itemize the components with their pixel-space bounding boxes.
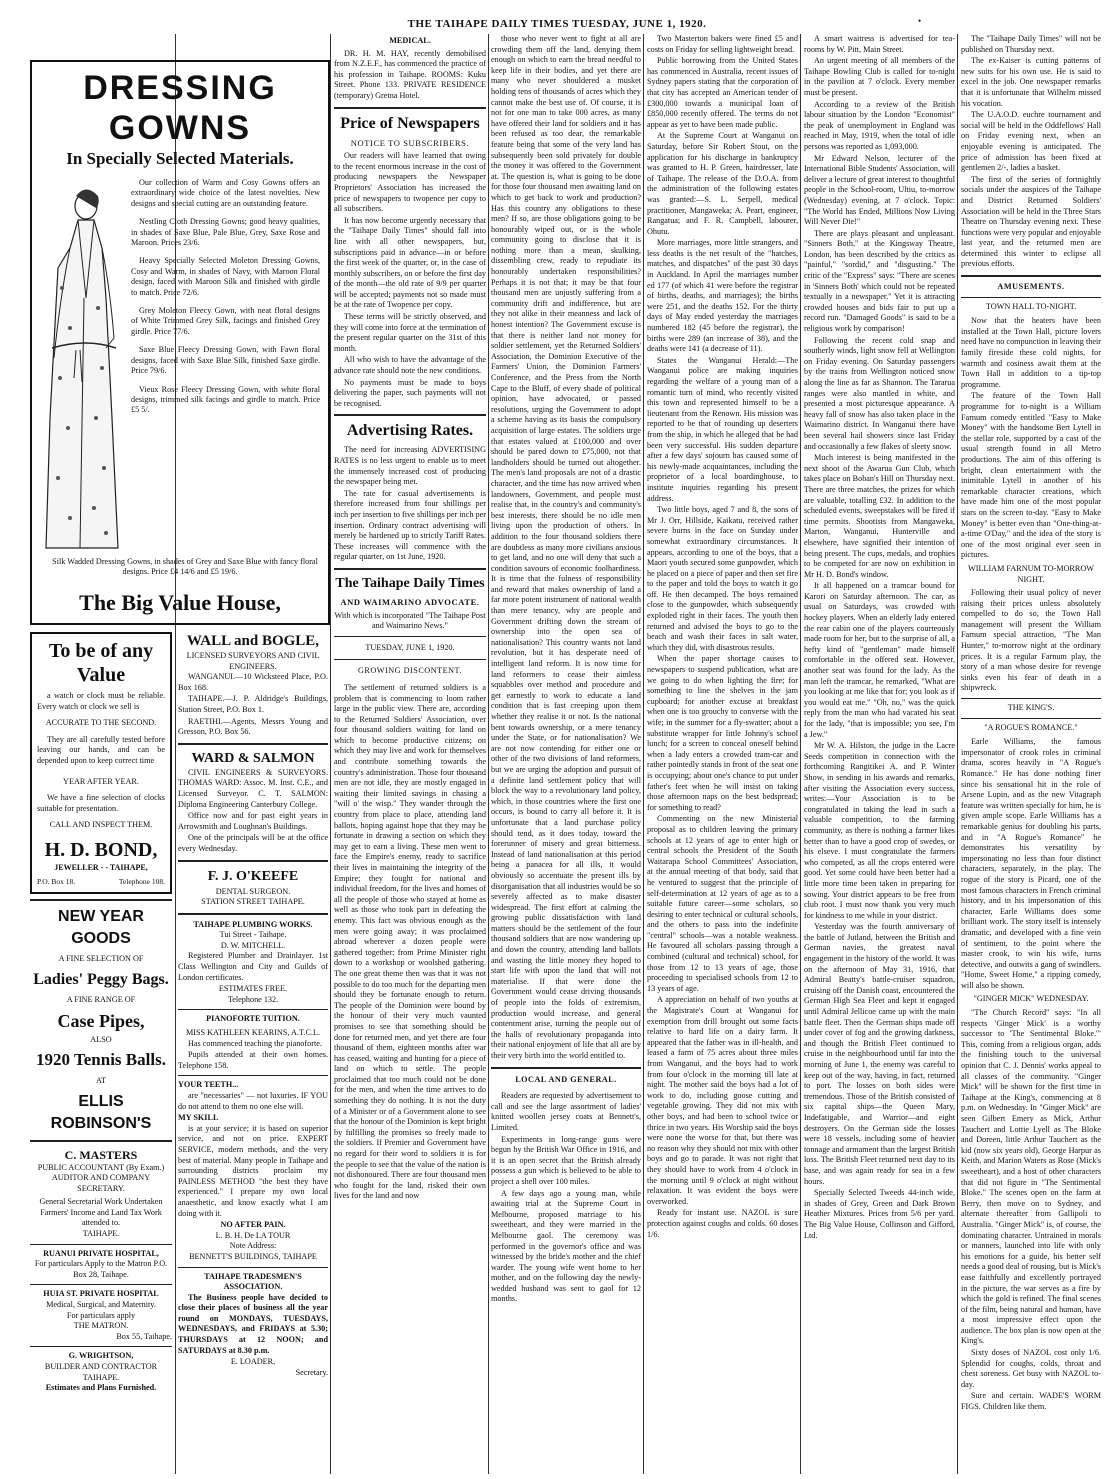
news-para: The "Taihape Daily Times" will not be published on Thursday next. bbox=[961, 34, 1101, 54]
paper-date: TUESDAY, JUNE 1, 1920. bbox=[365, 642, 455, 652]
news-para: Commenting on the new Ministerial proposal as to children leaving the primary schools at 12 years of age to enter high or central schools the President of the South Waitarapa School Committees' Association, at the annual meeting of that body, said that he ventured to suggest that the principle of self-determination at 12 years of age as to a suitable future career—some scholars, so desiring to enter technical or cultural schools, and the others to pass into the indefinite "central" schools—was a notable weakness. He favoured all scholars passing through a combined (cultural and technical) school, for those from 12 to 13 years of age, those proceeding to specialised schools from 12 to 13 years of age. bbox=[647, 814, 798, 993]
bond-name: H. D. BOND, bbox=[44, 838, 158, 861]
news-para: Ready for instant use. NAZOL is sure protection against coughs and colds. 60 doses 1/6. bbox=[647, 1208, 798, 1239]
amusement-para: Following their usual policy of never raising their prices unless absolutely compelled to do so, the Town Hall management will present the William Farnum special attraction, "The Man Hunter," to-morrow night at the ordinary prices. It is a regular Farnum play, the story of a man whose desire for revenge sinks even his fear of death in a shipwreck. bbox=[961, 588, 1101, 693]
masters-line: AUDITOR AND COMPANY SECRETARY. bbox=[51, 1173, 151, 1193]
piano-line: Pupils attended at their own homes. Telephone 158. bbox=[178, 1050, 328, 1070]
plumbing-line: D. W. MITCHELL. bbox=[220, 940, 286, 950]
goods-line: AT bbox=[95, 1075, 106, 1085]
medical-text: DR. H. M. HAY, recently demobilised from N.Z.E.F., has commenced the practice of his profession in Taihape. ROOMS: Kuku Street. Phone 133. PRIVATE RESIDENCE (temporary) Gretna Hotel. bbox=[334, 48, 486, 100]
okeefe-line: STATION STREET TAIHAPE. bbox=[201, 897, 305, 907]
bond-text: a watch or clock must be reliable. Every watch or clock we sell is bbox=[37, 691, 165, 711]
wall-line: RAETIHI.—Agents, Messrs Young and Gresson, P.O. Box 56. bbox=[178, 716, 328, 737]
news-para: When the paper shortage causes to newspapers to suspend publication, what are we going to do when lighting the fire; for something to line the shelves in the jam cupboard; for another excuse at breakfast when one is too grouchy to converse with the wife; in the summer for a fly-swatter; about a substitute wrapper for little Johnny's school lunch; for a screen to conceal oneself behind when a lady enters a crowded tram-car and rather pointedly stands in front of the seat one is occupying; about one's chance to put under father's feet when he will insist on taking those afternoon naps on the best bedspread; for something to read? bbox=[647, 654, 798, 812]
masters-ad bbox=[30, 1147, 172, 1240]
divider bbox=[178, 1009, 328, 1010]
column-3 bbox=[334, 34, 486, 1474]
kings-title: THE KING'S. bbox=[1007, 703, 1055, 713]
news-para: Public borrowing from the United States has commenced in Australia, recent issues of Sydney papers stating that the corporation of that city has accepted an American tender of £300,000 towards a municipal loan of £850,000 recently offered. The terms do not appear as yet to have been made public. bbox=[647, 56, 798, 129]
amusement-para: The feature of the Town Hall programme for to-night is a William Farnum comedy entitled "Easy to Make Money" with the handsome Bert Lytell in the stellar role, supported by a cast of the usual strength found in all Metro productions. The aim of this offering is bright, clean entertainment with the inimitable Lytell in another of his remarkable character creations, which have made him one of the most popular stars on the screen to-day. "Easy to Make Money" is better even than "One-thing-at-a-time O'Day," and the idea of the story is one of the most original ever seen in pictures. bbox=[961, 391, 1101, 560]
paper-sub: AND WAIMARINO ADVOCATE. bbox=[340, 596, 480, 607]
divider bbox=[178, 1075, 328, 1076]
bond-box: P.O. Box 18. bbox=[37, 876, 76, 886]
amusement-para: Sixty doses of NAZOL cost only 1/6. Splendid for coughs, colds, throat and chest soreness. Get busy with NAZOL to-day. bbox=[961, 1348, 1101, 1389]
ruanui-title: RUANUI PRIVATE HOSPITAL, bbox=[43, 1248, 159, 1258]
okeefe-line: DENTAL SURGEON. bbox=[215, 886, 291, 896]
divider bbox=[30, 1244, 172, 1245]
teeth-line: YOUR TEETH... bbox=[178, 1080, 239, 1090]
okeefe-ad bbox=[178, 867, 328, 908]
bond-text: We have a fine selection of clocks suitable for presentation. bbox=[37, 793, 165, 813]
divider bbox=[30, 1346, 172, 1347]
bond-text: CALL AND INSPECT THEM. bbox=[49, 820, 153, 830]
masters-name: C. MASTERS bbox=[64, 1147, 138, 1162]
gown-silk: Silk Wadded Dressing Gowns, in shades of Grey and Saxe Blue with fancy floral designs. Price £4 14/6 and £5 19/6. bbox=[52, 557, 318, 577]
wrightson-ad bbox=[30, 1351, 172, 1393]
teeth-line: Note Address: bbox=[229, 1241, 277, 1251]
gown-illustration bbox=[40, 178, 125, 553]
news-para: Much interest is being manifested in the next shoot of the Awarua Gun Club, which takes place on Boban's Hill on Thursday next. There are three matches, the prizes for which are valuable, totalling £32. In addition to the scheduled events, sweepstakes will be fired if time permits. Shootists from Mangaweka, Marton, Wanganui, Hunterville and elsewhere, have signified their intention of being present. The cups, medals, and trophies to be competed for are now on exhibition in Mr H. D. Bond's window. bbox=[804, 453, 955, 579]
plumbing-ad bbox=[178, 920, 328, 1006]
teeth-line: are "necessaries" — not luxuries. IF YOU do not attend to them no one else will. bbox=[178, 1091, 328, 1111]
adrates-text: The need for increasing ADVERTISING RATES is no less urgent to enable us to meet the immensely increased cost of producing the newspaper being met. bbox=[334, 445, 486, 487]
divider bbox=[491, 1067, 641, 1069]
piano-line: MISS KATHLEEN KEARINS, A.T.C.L. bbox=[185, 1028, 321, 1038]
huia-line: THE MATRON. bbox=[73, 1321, 129, 1331]
paper-sub2: With which is incorporated "The Taihape Post and Waimarino News." bbox=[334, 610, 486, 631]
dressing-gowns-ad bbox=[30, 60, 330, 625]
news-para: According to a review of the British labour situation by the London "Economist" the peak of unemployment in England was reached in May, 1919, when the total of idle persons was reported as 1,093,000. bbox=[804, 99, 955, 151]
tradesmen-line: The Business people have decided to close their places of business all the year round on MONDAYS, TUESDAYS, WEDNESDAYS, and FRIDAYS at 5.30; THURSDAYS at 12 NOON; and SATURDAYS at 8.30 p.m. bbox=[178, 1292, 328, 1355]
adrates-title: Advertising Rates. bbox=[346, 422, 474, 440]
divider bbox=[178, 1267, 328, 1268]
plumbing-line: ESTIMATES FREE. bbox=[218, 984, 288, 994]
price-text: No payments must be made to boys delivering the paper, such payments will not be recognised. bbox=[334, 377, 486, 408]
teeth-line: MY SKILL bbox=[178, 1113, 219, 1123]
news-para: Two Masterton bakers were fined £5 and costs on Friday for selling lightweight bread. bbox=[647, 34, 798, 54]
amusement-para: Sure and certain. WADE'S WORM FIGS. Children like them. bbox=[961, 1391, 1101, 1412]
store-tagline: The Big Value House, bbox=[79, 589, 281, 615]
news-para: The first of the series of fortnightly socials under the auspices of the Taihape and District Returned Soldiers' Association will be held in the Three Stars Theatre on Thursday evening next. These functions were very popular and enjoyable last year, and the returned men are determined this winter to eclipse all previous efforts. bbox=[961, 174, 1101, 269]
editorial-continued: those who never went to fight at all are crowding them off the land, denying them enough on which to earn the bread needful to keep life in their bodies, and yet there are many who never shouldered a musket holding tens of thousands of acres which they cannot make the best use of. Of course, it is not for one man to take 000 acres, as many have offered their land for soldiers and it has been refused as too dear, the remarkable feature being that some of the very land has subsequently been sold privately for double the money it was offered to the Government at. The question is, what is going to be done for those four thousand men awaiting land on which to get back to work and production? Has this country any obligations to these men? If so, are those obligations going to be honourably wiped out, or is the whole community going to disclose that it is nothing more than a mean, skulking, dissembling crew, ready to repudiate its honourably undertaken responsibilities? Perhaps it is not that; it may be that four thousand men are unjustly suffering from a community drift and indifference, but are they not alike in their meanness and lack of honest intention? The Government excuse is that there is neither land nor money for soldier settlement, yet the Returned Soldiers' Association, the Dominion Executive of the Farmers' Union, the Dominion Farmers' Conference, and the Press from the North Cape to the Bluff, of every shade of political opinion, have advocated, or passed resolutions, urging the Government to adopt a scheme having as its basis the compulsory acquisition of large estates. The soldiers urge that estates valued at £100,000 and over should be pared down to £75,000, not that landholders should be turned out altogether. The men's land proposals are not of a drastic character, and the time has now arrived when landowners, Government, and people must realise that, in the country's and community's best interests, there should be no idle men living upon the production of others. In addition to the four thousand soldiers there are doubtless as many more civilians anxious to get land, and no one will deny that such a condition savours of economic foolhardiness. It is time that the fulness of responsibility and reward that makes ownership of land a far more potent instrument of national wealth than mere tenancy, why are people and Government drifting down the stream of ownership into the open sea of nationalisation? This country wants not land revolution, but it has desperate need of intelligent land reform. It is now time for land reformers to cease their aimless squabbles over method and procedure and get earnestly to work to educate a land condition that is fast creeping upon them whether they realise it or not. Is the national bent towards ownership, or a mere tenancy under the State, or for nationalisation? We are not now contending for either one or other of the two divisions of land reformers, but we are urging the adoption and pursuit of a definite land settlement policy that will block the way to a revolutionary land policy, which, in those countries where the first one occurs, is bound to carry all before it. It is unfortunate that a land purchase policy should tend, as it does today, toward the forerunner of misery and great bitterness. Instead of land nationalisation at this period being a panacea for all ills, it would obviously so accentuate the present ills by disorganisation that all industries would be so severely affected as to make disaster widespread. The first effort at calming the growing public dissatisfaction with land matters should be the settlement of the four thousand soldiers that are now wandering up and down the country, attending land ballots and wasting the little money they hoped to start life with upon the land that will not materialise. If that were done the Government would cease driving thousands of people into the folds of extremism, production would increase, and general contentment arise, turning the people out of the halls of revolutionary propaganda into their national enjoyment of life that all are by their very birth into the world entitled to. bbox=[491, 34, 641, 1060]
store-name bbox=[40, 624, 320, 625]
wrightson-line: Estimates and Plans Furnished. bbox=[45, 1383, 157, 1393]
wrightson-line: TAIHAPE. bbox=[82, 1372, 120, 1382]
wrightson-name: G. WRIGHTSON, bbox=[68, 1351, 134, 1361]
divider bbox=[334, 414, 486, 416]
amusement-para: "The Church Record" says: "In all respects 'Ginger Mick' is a worthy successor to 'The Sentimental Bloke.'" This, coming from a religious organ, adds the finishing touch to the universal opinion that C. J. Dennis' works appeal to all classes of the community. "Ginger Mick" will be shown for the first time in Taihape at the King's, commencing at 8 p.m. on Wednesday. In "Ginger Mick" are seen Gilbert Emery as Mick, Arthur Tauchert and Lottie Lyell as The Bloke and Doreen, little Arthur Tauchert as the kid (now six years old), George Harpur as Keith, and Marion Waters as Rose (Mick's sweetheart), and a host of other characters that did not figure in "The Sentimental Bloke." The scenes open on the farm at Berry, then move on to Sydney, and alternate thereafter from Gallipoli to Australia. "Ginger Mick" is, of course, the dominating character. Untrained in morals or manners, launched into life with only his emotions for a guide, his better self needs a good deal of rousing, but is Mick's ease faithfully and excellently portrayed in the picture, the war serves as a fire by which the gold is refined. The final scenes of the film, being natural and human, have a most impressive effect upon the audience. The box plan is now open at the King's. bbox=[961, 1008, 1101, 1346]
divider bbox=[178, 743, 328, 745]
column-rule bbox=[330, 34, 331, 1474]
amusement-para: Earle Williams, the famous impersonator of crook roles in criminal drama, scores heavily in "A Rogue's Romance." He has done nothing finer since his sensational hit in the role of Arsene Lupin, and as the new Vitagraph feature was written specially for him, he is given ample scope. Earle Williams has a remarkable genius for doubling his parts, and in "A Rogue's Romance" he demonstrates his versatility by impersonating no less than four distinct characters, separately, in the play. The rogue of the story is Picard, one of the most famous characters in French criminal history, and in his impersonation of this character, Earle Williams does some brilliant work. The story itself is intensely dramatic, and developed with a fine vein of sentiment, to the point where the master crook, to win his wife, turns detective, and outwits a gang of swindlers. "Home, Sweet Home," a ripping comedy, will also be shown. bbox=[961, 737, 1101, 990]
news-para: The U.A.O.D. euchre tournament and social will be held in the Oddfellows' Hall on Friday evening next, when an enjoyable evening is anticipated. The price of admission has been fixed at gentlemen 2/-, ladies a basket. bbox=[961, 110, 1101, 173]
news-para: States the Wanganui Herald:—The Wanganui police are making inquiries regarding the welfare of a young man of a romantic turn of mind, who recently visited this town and represented himself to be a lieutenant from the Renown. His mission was reported to be that of rounding up deserters from the ship, in which he alleged that he had been very successful. His sudden departure after a few days' sojourn has caused some of his newly-made acquaintances, including the proprietor of a local boardinghouse, to institute inquiries regarding his present address. bbox=[647, 355, 798, 503]
news-para: There are plays pleasant and unpleasant. "Sinners Both," at the Kingsway Theatre, London, has been described by the critics as "painful," "sordid," and "disgusting." The critic of the "Express" says: "There are scenes in 'Sinners Both' which could not be repeated textually in a newspaper." Yet it is attracting crowded houses and bids fair to put up a record run. "Damaged Goods" is said to be a religious work by comparison! bbox=[804, 228, 955, 334]
teeth-ad bbox=[178, 1080, 328, 1262]
wall-line: TAIHAPE.—J. P. Aldridge's Buildings, Station Street, P.O. Box 1. bbox=[178, 694, 328, 714]
piano-line: Has commenced teaching the pianoforte. bbox=[188, 1038, 322, 1048]
divider bbox=[961, 275, 1101, 277]
amusement-subhead: "GINGER MICK" WEDNESDAY. bbox=[973, 994, 1089, 1004]
goods-title: NEW YEAR GOODS bbox=[58, 908, 144, 948]
news-para: Mr W. A. Hilston, the judge in the Lacre Seeds competition in connection with the forthcoming Rangitikei A. and P. Winter Show, in sending in his awards and remarks, after visiting the Association every success, writes:—Your Association is to be congratulated in taking the lead in such a valuable competition, to the farming community, as there is nothing a farmer likes better than to have a good crop of swedes, or his elseve. I must congratulate the farmers who competed, as all the crops entered were good. Yet some could have been better had a little more time been taken in preparing for sowing. Your district appears to be free from club root. I must now thank you very much for kindness to me while in your district. bbox=[804, 741, 955, 920]
bond-trade: JEWELLER - - TAIHAPE, bbox=[54, 862, 148, 872]
ad-intro: Our collection of Warm and Cosy Gowns offers an extraordinary wide choice of the latest novelties. New designs and special cutting are an outstanding feature. bbox=[131, 178, 320, 208]
news-para: A smart waitress is advertised for tea-rooms by W. Pitt, Main Street. bbox=[804, 34, 955, 54]
divider bbox=[961, 718, 1101, 719]
bond-text: They are all carefully tested before leaving our hands, and can be depended upon to keep correct time bbox=[37, 734, 165, 765]
amusements-title: AMUSEMENTS. bbox=[997, 282, 1065, 292]
ward-ad bbox=[178, 750, 328, 855]
editorial-text: The settlement of returned soldiers is a problem that is commencing to loom rather large in the public view. There are, according to the Returned Soldiers' Association, over four thousand soldiers waiting for land on which to become productive citizens; on which they may live and work for themselves and contribute something towards the country's administration. Those four thousand men are not idle, they are mostly engaged in waiting their limited savings in chasing a "will o' the wisp." They wander through the country from place to place, attending land ballots, hoping against hope that they may be fortunate in drawing a section on which they may get to earn a living. These men went to face the Empire's enemy, ready to sacrifice their lives in maintaining the integrity of the Empire; they fought for national and individual freedom, for the lives and homes of all the people of those who stayed at home as well as those who took part in defeating the enemy. This fact was obvious enough as the men were going away; it was proclaimed abroad wherever a dozen people were gathered together; from Prime Minister right down to a workshop or woolshed gathering. The one great theme then was that it was not possible to do too much for the departing men should they be fortunate enough to return. The people of the Dominion were bound by the honour of their very much vaunted promises to see that something should be done for returned men, and yet there are four thousand of them, eighteen months after war has ceased, waiting and hunting for a piece of land on which to settle. The people proclaimed that too much could not be done for the men, and when the time arrives to do something they do nothing. It is not the duty of a Minister or of a Government alone to see that the honour of the Dominion is kept bright by fulfilling the promises so freely made to the soldiers. If Premier and Government have no regard for their word to soldiers it is for the people to see that the value of the nation is not dishonoured. There are four thousand men who fought for the land, risked their own lives for the land and now bbox=[334, 682, 486, 1201]
local-para: A few days ago a young man, while awaiting trial at the Supreme Court in Melbourne, proposed marriage to his sweetheart, and they were married in the Melbourne gaol. The ceremony was performed in the governor's office and was witnessed by the bride's mother and the chief warder. The young wife went home to her mother, and on the following day the newly-wedded husband was sent to gaol for 12 months. bbox=[491, 1188, 641, 1304]
ward-line: CIVIL ENGINEERS & SURVEYORS. THOMAS WARD: Assoc. M. Inst. C.E., and Licensed Surveyor. C. T. SALMON: Diploma Engineering Canterbury College. bbox=[178, 767, 328, 809]
masters-line: PUBLIC ACCOUNTANT (By Exam.) bbox=[37, 1162, 165, 1172]
divider bbox=[334, 659, 486, 660]
column-rule bbox=[643, 34, 644, 1474]
column-6 bbox=[804, 34, 955, 1474]
teeth-line: is at your service; it is based on superior service, and not on price. EXPERT SERVICE, modern methods, and the very best of material. Many people in Taihape and surrounding districts proclaim my PAINLESS METHOD "the best they have experienced." I prepare my own local anaesthetic, and know exactly what I am doing with it. bbox=[178, 1123, 328, 1218]
ad-subtitle: In Specially Selected Materials. bbox=[66, 149, 294, 168]
paper-title: The Taihape Daily Times bbox=[335, 575, 485, 591]
bond-text: ACCURATE TO THE SECOND. bbox=[45, 718, 157, 728]
price-title: Price of Newspapers bbox=[340, 114, 480, 132]
price-text: These terms will be strictly observed, and they will come into force at the termination of the present regular quarter on the 31st of this month. bbox=[334, 312, 486, 353]
ellis-ad bbox=[30, 906, 172, 1134]
bond-ad bbox=[30, 632, 172, 894]
tradesmen-name: TAIHAPE TRADESMEN'S ASSOCIATION. bbox=[204, 1271, 302, 1292]
wall-name: WALL and BOGLE, bbox=[186, 633, 320, 649]
goods-line: ELLIS ROBINSON'S bbox=[50, 1092, 152, 1132]
goods-line: Case Pipes, bbox=[57, 1011, 145, 1032]
bond-title: To be of any bbox=[48, 640, 154, 662]
price-text: All who wish to have the advantage of the advance rate should note the new conditions. bbox=[334, 355, 486, 376]
divider bbox=[334, 107, 486, 109]
news-para: It all happened on a tramcar bound for Karori on Saturday afternoon. The car, as usual on Saturdays, was crowded with hockey players. When an elderly lady entered the rear cabin one of the players courteously made room for her, but to the surprise of all, a hefty kind of "gentleman" made himself comfortable in the offered seat. However, another seat was found for the lady. As the man left the tramcar, he remarked, "What are you looking at me like that for; you look as if you would eat me." "Oh, no," was the quick reply from the man who had vacated his seat for the lady, "that is impossible; you see, I'm a Jew." bbox=[804, 581, 955, 739]
news-para: The ex-Kaiser is cutting patterns of new suits for his own use. He is said to excel in the job. One newspaper remarks that it is unfortunate that Wilhelm missed his vocation. bbox=[961, 56, 1101, 108]
news-para: Mr Edward Nelson, lecturer of the International Bible Students' Association, will deliver a lecture of great interest to thoughtful people in the School-room, Ultiu, to-morrow (Wednesday) evening, at 7 o'clock. Topic: "The World has Ended, Millions Now Living Will Never Die!" bbox=[804, 153, 955, 227]
bond-text: YEAR AFTER YEAR. bbox=[63, 776, 139, 786]
divider bbox=[178, 913, 328, 915]
goods-line: Ladies' Peggy Bags. bbox=[33, 970, 169, 988]
plumbing-line: Tui Street - Taihape. bbox=[219, 930, 287, 940]
tradesmen-line: Secretary. bbox=[295, 1367, 328, 1377]
rogue-title: "A ROGUE'S ROMANCE." bbox=[984, 722, 1078, 732]
column-rule bbox=[800, 34, 801, 1474]
divider bbox=[30, 1284, 172, 1285]
goods-line: ALSO bbox=[90, 1035, 112, 1045]
column-4 bbox=[491, 34, 641, 1474]
masters-line: TAIHAPE. bbox=[82, 1229, 120, 1239]
local-para: Readers are requested by advertisement to call and see the large assortment of ladies' knitted woollen jersey coats at Bennett's, Limited. bbox=[491, 1091, 641, 1132]
gown-item: Heavy Specially Selected Moleton Dressing Gowns, Cosy and Warm, in shades of Navy, with Maroon Floral design, faced with Maroon Silk and finished with girdle to match. Price 72/6. bbox=[131, 256, 320, 297]
masters-line: Farmers' Income and Land Tax Work attended to. bbox=[40, 1207, 162, 1228]
editorial-title: GROWING DISCONTENT. bbox=[358, 666, 462, 676]
divider bbox=[334, 568, 486, 570]
teeth-line: L. B. H. De LA TOUR bbox=[215, 1230, 291, 1240]
masthead: THE TAIHAPE DAILY TIMES TUESDAY, JUNE 1, 1920. bbox=[407, 18, 707, 30]
teeth-line: BENNETT'S BUILDINGS, TAIHAPE bbox=[189, 1251, 317, 1261]
goods-line: A FINE RANGE OF bbox=[66, 994, 136, 1004]
wall-ad bbox=[178, 632, 328, 738]
gown-item: Vieux Rose Fleecy Dressing Gown, with white floral designs, trimmed silk facings and girdle to match. Price £5 5/. bbox=[131, 384, 320, 415]
divider bbox=[961, 698, 1101, 699]
medical-head: MEDICAL. bbox=[389, 36, 431, 45]
plumbing-name: TAIHAPE PLUMBING WORKS. bbox=[193, 919, 313, 929]
huia-line: Medical, Surgical, and Maternity. bbox=[46, 1300, 156, 1310]
huia-line: For particulars apply bbox=[66, 1310, 136, 1320]
wall-line: WANGANUI.—10 Wicksteed Place, P.O. Box 168. bbox=[178, 672, 328, 692]
huia-line: Box 55, Taihape. bbox=[116, 1331, 172, 1341]
local-para: Experiments in long-range guns were begun by the British War Office in 1916, and it is an open secret that the British already possess a gun which is believed to be able to project a shell over 100 miles. bbox=[491, 1134, 641, 1186]
wrightson-line: BUILDER AND CONTRACTOR bbox=[44, 1362, 158, 1371]
price-sub: NOTICE TO SUBSCRIBERS. bbox=[350, 137, 470, 148]
piano-name: PIANOFORTE TUITION. bbox=[206, 1014, 300, 1024]
ruanui-text: For particulars Apply to the Matron P.O. Box 28, Taihape. bbox=[34, 1259, 168, 1279]
news-para: More marriages, more little strangers, and less deaths is the net result of the "hatches, matches, and dispatches" of the past 30 days in Auckland. In April the marriages number ed 177 (of which 41 were before the registrar of births, deaths, and marriages); the births were 251, and the deaths 152. For the thirty days of May ended yesterday the marriages numbered 182 (45 before the registrar), the births were 289 (an increase of 38), and the deaths were 141 (a decrease of 11). bbox=[647, 238, 798, 354]
goods-line: 1920 Tennis Balls. bbox=[36, 1049, 166, 1069]
news-para: Two little boys, aged 7 and 8, the sons of Mr J. Orr, Hillside, Kaikatu, received rather severe burns in the face on Sunday under somewhat extraordinary circumstances. It appears, according to one of the boys, that a Maori youth secured some gunpowder, which he placed on a piece of paper and then set fire to the paper and told the boys to watch it go off. He then decamped. The boys remained close to the gunpowder, which subsequently exploded right in their faces. The youth then returned and advised the boys to go to the beach and wash their faces in salt water, which they did, with disastrous results. bbox=[647, 505, 798, 652]
price-text: It has now become urgently necessary that the "Taihape Daily Times" should fall into line with all other newspapers, but, subscriptions paid in advance—in or before the first week of the quarter, or, in the case of monthly subscribers, on or before the first day of the month—the old rate of 9/9 per quarter will be accepted; payments not so made must be at the rate of Twopence per copy. bbox=[334, 215, 486, 310]
divider bbox=[30, 899, 172, 901]
wall-line: LICENSED SURVEYORS AND CIVIL ENGINEERS. bbox=[186, 651, 320, 671]
tradesmen-line: E. LOADER, bbox=[230, 1357, 276, 1367]
ruanui-ad bbox=[30, 1249, 172, 1281]
gown-item: Saxe Blue Fleecy Dressing Gown, with Fawn floral designs, faced with Saxe Blue Silk, finished Saxe girdle. Price 79/6. bbox=[131, 345, 320, 376]
ward-line: One of the principals will be at the office every Wednesday. bbox=[178, 833, 328, 853]
huia-title: HUIA ST. PRIVATE HOSPITAL bbox=[43, 1289, 159, 1299]
ad-title: DRESSING GOWNS bbox=[83, 69, 277, 147]
news-para: Following the recent cold snap and southerly winds, light snow fell at Wellington on Friday evening. On Saturday passengers by the trains from Wellington noticed snow along the line as far as Shannon. The Tararua ranges were also mantled in white, and presented a most picturesque appearance. A heavy fall of snow has also taken place in the Waimarino district. In Wanganui there have been several hail showers since last Friday and occasionally a few flakes of sleety snow. bbox=[804, 335, 955, 451]
local-title: LOCAL AND GENERAL. bbox=[515, 1074, 617, 1084]
amusement-para: Now that the heaters have been installed at the Town Hall, picture lovers need have no compunction in leaving their family fireside these cold nights, for warmth and cosiness await them at the Town Hall in addition to a tip-top programme. bbox=[961, 316, 1101, 389]
news-para: An urgent meeting of all members of the Taihape Bowling Club is called for to-night in the pavilion at 7 o'clock. Every member must be present. bbox=[804, 56, 955, 97]
plumbing-line: Telephone 132. bbox=[227, 994, 279, 1004]
tradesmen-ad bbox=[178, 1272, 328, 1379]
divider bbox=[30, 1140, 172, 1142]
adrates-text: The rate for casual advertisements is therefore increased from four shillings per inch per insertion to five shillings per inch per insertion. Ordinary contract advertising will merely be hardened up to strictly Tariff Rates. These increases will commence with the regular quarter, on 1st June, 1920. bbox=[334, 488, 486, 562]
okeefe-name: F. J. O'KEEFE bbox=[207, 868, 299, 884]
news-para: Yesterday was the fourth anniversary of the battle of Jutland, between the British and German navies, the greatest naval engagement in the history of the world. It was on the afternoon of May 31, 1916, that Admiral Beatty's battle-cruiser squadron, cruising off the Danish coast, encountered the German High Sea Fleet and kept it engaged until Admiral Jellicoe came up with the main battle fleet. Then the German ships made off under cover of fog and the growing darkness, and though the British Fleet continued to cruise in the neighbourhood until far into the morning of June 1, the enemy was careful to keep out of the way, having, in fact, returned to port. The losses on both sides were tremendous. Those of the British consisted of six capital ships—the Queen Mary, Indefatigable, and Warrior—and eight destroyers. On the German side the losses were 18 vessels, including some of heavier tonnage and armament than the largest British loss. The British Fleet returned next day to its base, and was again ready for sea in a few hours. bbox=[804, 922, 955, 1186]
divider bbox=[178, 860, 328, 862]
masters-line: General Secretarial Work Undertaken bbox=[39, 1197, 163, 1207]
column-2-ads bbox=[178, 632, 328, 1472]
townhall-title: TOWN HALL TO-NIGHT. bbox=[985, 301, 1077, 311]
teeth-line: NO AFTER PAIN. bbox=[220, 1220, 286, 1230]
news-para: Specially Selected Tweeds 44-inch wide, in shades of Grey, Green and Dark Brown Heather Mixtures. Prices from 5/6 per yard. The Big Value House, Collinson and Gifford, Ltd. bbox=[804, 1188, 955, 1240]
column-rule bbox=[957, 34, 958, 1474]
divider bbox=[334, 636, 486, 637]
gown-item: Nestling Cloth Dressing Gowns; good heavy qualities, in shades of Saxe Blue, Pale Blue, Grey, Saxe Rose and Maroon. Prices 23/6. bbox=[131, 217, 320, 248]
column-1 bbox=[30, 632, 172, 1472]
amusement-subhead: WILLIAM FARNUM TO-MORROW NIGHT. bbox=[968, 563, 1094, 584]
column-7 bbox=[961, 34, 1101, 1474]
price-text: Our readers will have learned that owing to the recent enormous increase in the cost of producing newspapers the Newspaper Proprietors' Association has increased the price of newspapers to twopence per copy to all subscribers. bbox=[334, 151, 486, 214]
page-dot: • bbox=[918, 16, 922, 26]
ward-name: WARD & SALMON bbox=[191, 750, 315, 766]
column-5 bbox=[647, 34, 798, 1474]
goods-line: A FINE SELECTION OF bbox=[58, 954, 144, 964]
column-rule bbox=[488, 34, 489, 1474]
huia-ad bbox=[30, 1289, 172, 1342]
news-para: At the Supreme Court at Wanganui on Saturday, before Sir Robert Stout, on the application for his discharge in bankruptcy was granted to H. P. Green, hairdresser, late of Taihape. The release of the D.O.A. from the administration of the following estates was granted:—S. L. Serpell, medical practitioner, Mangaweka; A. Peart, engineer, Rangatua; and F. R. Campbell, labourer, Ohutu. bbox=[647, 131, 798, 236]
news-para: A appreciation on behalf of two youths at the Magistrate's Court at Wanganui for exemption from drill brought out some facts relative to hard life on a dairy farm. It appeared that the father was in ill-health, and leased a farm of 75 acres about three miles from Wanganui, and the boys had to work from four o'clock in the morning till late at night. The mother said the boys had a lot of work to do, including goose cutting and vegetable growing. They did not mix with other boys, and had been to school twice or thrice in two years. His Worship said the boys were none the worse for that, but there was no reason why they should not mix with other boys and go to parade. It was not right that they should have to work from 4 o'clock in the morning until 9 o'clock at night without relaxation. It was evident the boys were overworked. bbox=[647, 995, 798, 1206]
bond-title: Value bbox=[76, 664, 126, 686]
gown-item: Grey Moleton Fleecy Gown, with neat floral designs of White Trimmed Grey Silk, facings and finished Grey girdle. Price 77/6. bbox=[131, 306, 320, 336]
piano-ad bbox=[178, 1014, 328, 1071]
plumbing-line: Registered Plumber and Drainlayer. 1st Class Wellington and City and Guilds of London certificates. bbox=[178, 951, 328, 982]
ward-line: Office now and for past eight years in Arrowsmith and Loughnan's Buildings. bbox=[178, 811, 328, 831]
bond-tel: Telephone 108. bbox=[118, 876, 165, 886]
divider bbox=[961, 297, 1101, 298]
